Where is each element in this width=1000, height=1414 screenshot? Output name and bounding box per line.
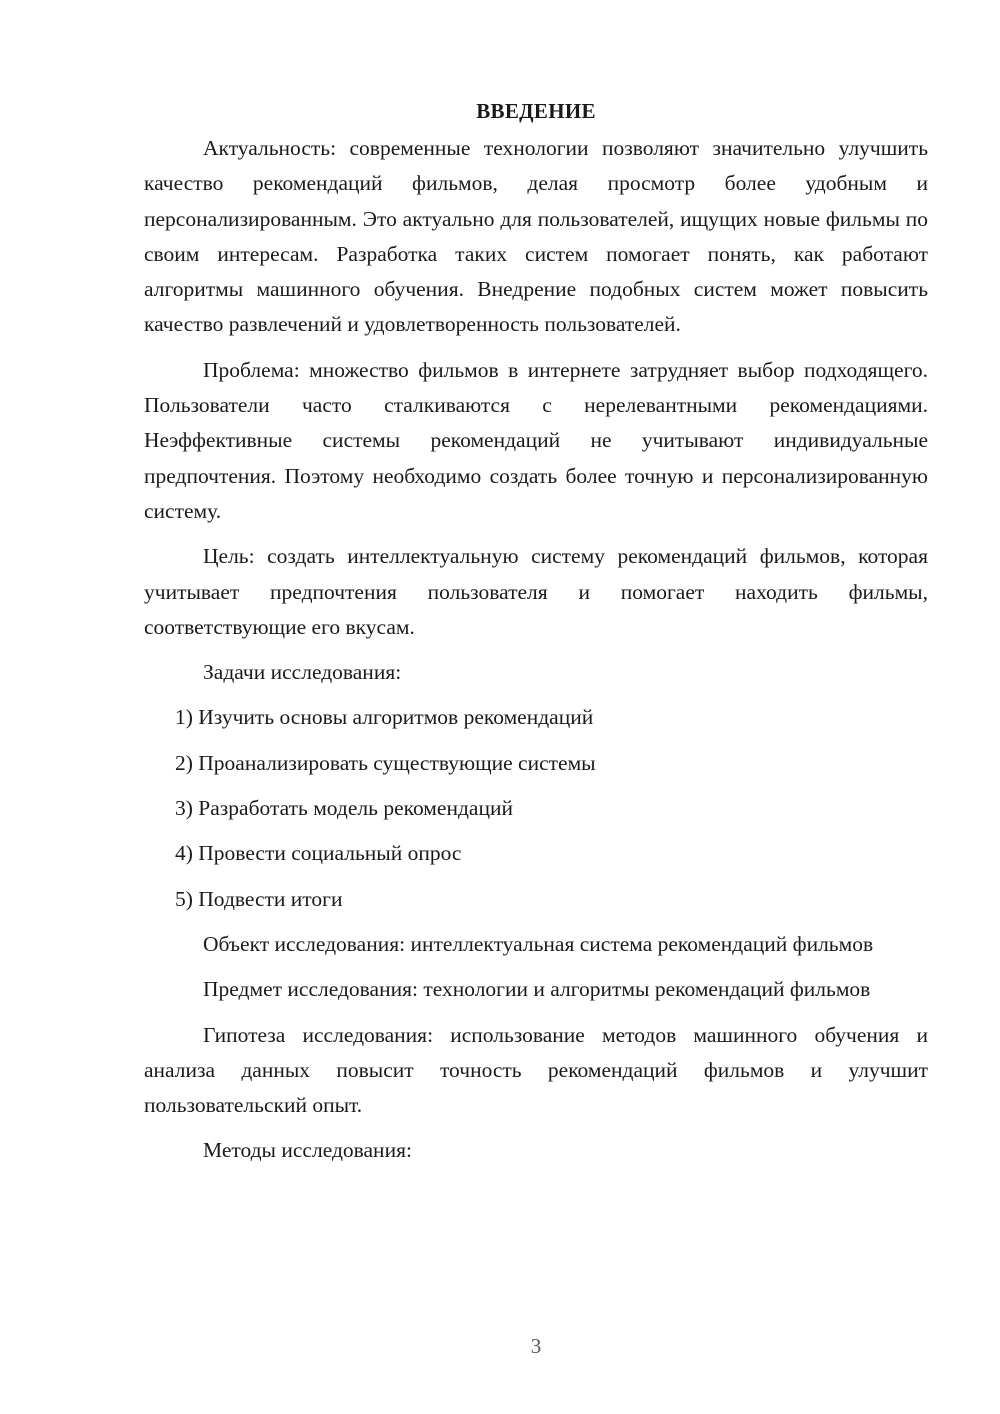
document-page	[144, 93, 928, 1179]
list-item: 2) Проанализировать существующие системы	[175, 750, 596, 775]
hypothesis-paragraph: Гипотеза исследования: использование методов машинного обучения и анализа данных повысит точность рекомендаций фильмов и улучшит пользовательский опыт.	[144, 1022, 928, 1118]
tasks-list	[144, 700, 928, 916]
methods-heading: Методы исследования:	[203, 1138, 412, 1163]
tasks-heading: Задачи исследования:	[203, 660, 402, 685]
object-paragraph: Объект исследования: интеллектуальная система рекомендаций фильмов	[203, 931, 874, 956]
section-title: ВВЕДЕНИЕ	[476, 99, 596, 123]
page-number: 3	[530, 1334, 542, 1358]
list-item: 1) Изучить основы алгоритмов рекомендаций	[175, 705, 594, 730]
list-item: 5) Подвести итоги	[175, 886, 343, 911]
relevance-paragraph: Актуальность: современные технологии позволяют значительно улучшить качество рекомендаций фильмов, делая просмотр более удобным и персонализированным. Это актуально для пользователей, ищущих новые фильмы по своим интересам. Разработка таких систем помогает понять, как работают алгоритмы машинного обучения. Внедрение подобных систем может повысить качество развлечений и удовлетворенность пользователей.	[144, 136, 928, 337]
list-item: 4) Провести социальный опрос	[175, 841, 462, 866]
list-item: 3) Разработать модель рекомендаций	[175, 796, 513, 821]
problem-paragraph: Проблема: множество фильмов в интернете затрудняет выбор подходящего. Пользователи часто сталкиваются с нерелевантными рекомендациями. Неэффективные системы рекомендаций не учитывают индивидуальные предпочтения. Поэтому необходимо создать более точную и персонализированную систему.	[144, 357, 928, 523]
subject-paragraph: Предмет исследования: технологии и алгоритмы рекомендаций фильмов	[203, 977, 871, 1002]
goal-paragraph: Цель: создать интеллектуальную систему рекомендаций фильмов, которая учитывает предпочтения пользователя и помогает находить фильмы, соответствующие его вкусам.	[144, 544, 928, 639]
